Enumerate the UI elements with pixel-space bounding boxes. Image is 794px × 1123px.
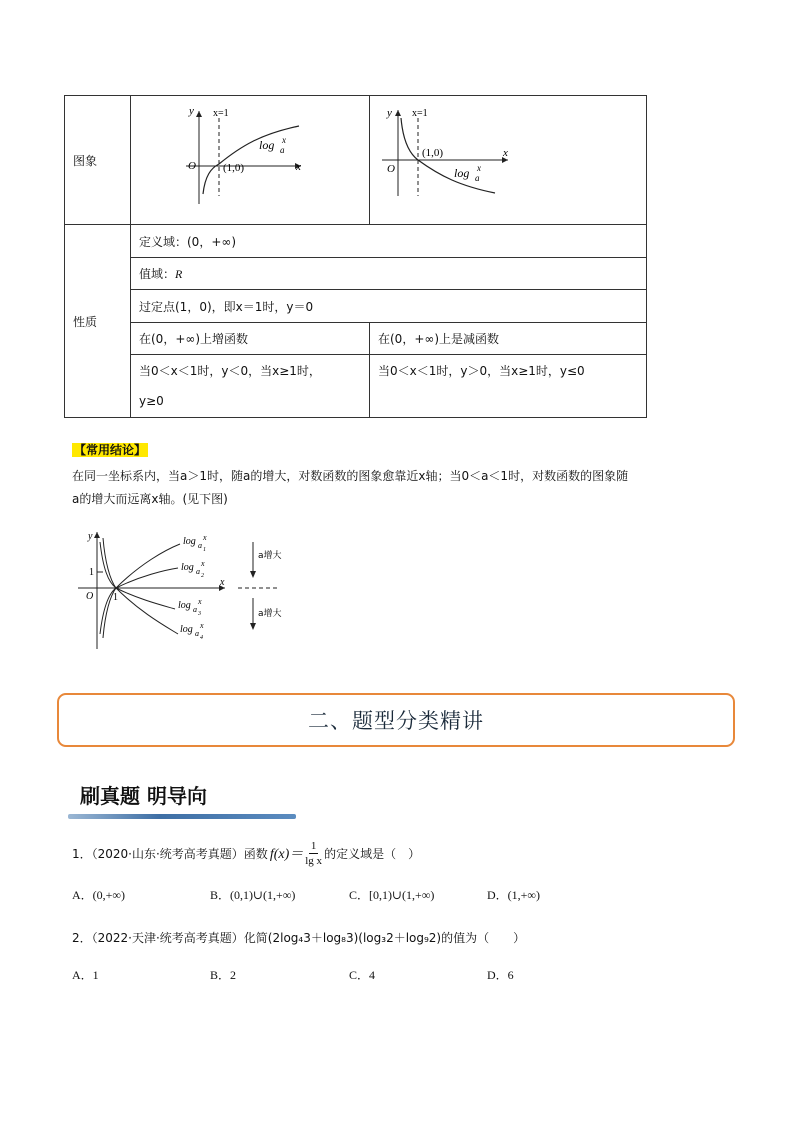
x-one-label: 1 (113, 592, 118, 603)
x-label: x (220, 577, 225, 588)
graph-log-decreasing (370, 96, 646, 221)
origin-label: O (387, 163, 395, 175)
svg-text:1: 1 (203, 547, 206, 553)
brush-underline (68, 814, 296, 819)
question-2-stem: 2．（2022·天津·统考高考真题）化简(2log₄3＋log₈3)(log₃2＋log₉2)的值为（ ） (72, 931, 526, 945)
svg-text:4: 4 (200, 635, 203, 641)
increasing-cell: 在(0，+∞)上增函数 (131, 323, 370, 355)
svg-text:a: a (195, 629, 199, 638)
q1-func: f(x)＝ (269, 847, 304, 862)
decreasing-cell: 在(0，+∞)上是减函数 (370, 323, 647, 355)
row-label-props: 性质 (65, 225, 131, 418)
conclusion-text (72, 465, 732, 511)
log-family-figure (70, 524, 290, 659)
brush-title: 刷真题 明导向 (80, 784, 207, 808)
curve-label: log (454, 166, 470, 180)
conclusion-tag (72, 441, 148, 458)
curve-a4 (103, 538, 178, 634)
sign-left-line2: y≥0 (139, 394, 164, 408)
svg-text:x: x (198, 597, 202, 606)
log-curve (401, 118, 495, 193)
curve-a4-label (180, 621, 204, 641)
sign-left-line1: 当0＜x＜1时，y＜0，当x≥1时， (139, 364, 321, 378)
y-label: y (88, 531, 93, 542)
q2-option-a: A．1 (72, 968, 99, 982)
curve-sup: x (477, 163, 481, 173)
q1-fraction (305, 839, 322, 868)
curve-a2 (100, 568, 178, 634)
y-one-label: 1 (89, 567, 94, 578)
q1-option-d: D．(1,+∞) (487, 888, 540, 902)
range-cell (131, 258, 647, 290)
curve-a3-label (178, 597, 202, 617)
section-header-box (57, 693, 735, 747)
x-label: x (503, 147, 508, 159)
origin-label: O (86, 591, 94, 602)
curve-a1-label (183, 533, 207, 553)
svg-text:a: a (196, 567, 200, 576)
point-label: (1,0) (422, 147, 444, 159)
y-label: y (189, 105, 194, 117)
vline-label: x=1 (213, 108, 229, 119)
y-label: y (387, 107, 392, 119)
curve-a2-label (181, 559, 205, 579)
graph-log-increasing (131, 96, 369, 221)
y-axis-arrow (94, 532, 100, 538)
origin-label: O (188, 160, 196, 172)
svg-text:log: log (180, 624, 193, 635)
range-prefix: 值域： (139, 267, 176, 281)
fixed-point-cell: 过定点(1，0)，即x＝1时，y＝0 (131, 290, 647, 323)
curve-sup: x (282, 135, 286, 145)
svg-text:a: a (198, 541, 202, 550)
curve-sub: a (475, 173, 480, 183)
y-axis-arrow (196, 111, 202, 117)
conclusion-line2: a的增大而远离x轴。(见下图) (72, 492, 228, 506)
q2-option-d: D．6 (487, 968, 514, 982)
svg-text:a: a (193, 605, 197, 614)
svg-text:log: log (183, 536, 196, 547)
arrow-bottom-head (250, 623, 256, 630)
q2-option-c: C．4 (349, 968, 376, 982)
sign-cell-left (131, 355, 370, 418)
question-1-stem (72, 836, 420, 870)
svg-text:x: x (203, 533, 207, 542)
graph-increasing-cell (131, 96, 370, 225)
q1-option-c: C．[0,1)∪(1,+∞) (349, 888, 435, 902)
section-title: 二、题型分类精讲 (308, 709, 484, 733)
q1-option-b: B．(0,1)∪(1,+∞) (210, 888, 296, 902)
graph-decreasing-cell (370, 96, 647, 225)
point-label: (1,0) (223, 162, 245, 174)
curve-a1 (103, 544, 180, 638)
svg-text:x: x (201, 559, 205, 568)
sign-cell-right: 当0＜x＜1时，y＞0，当x≥1时，y≤0 (370, 355, 647, 418)
vline-label: x=1 (412, 108, 428, 119)
log-properties-table (64, 95, 647, 418)
svg-text:x: x (200, 621, 204, 630)
row-label-graph: 图象 (65, 96, 131, 225)
y-axis-arrow (395, 110, 401, 116)
svg-text:2: 2 (201, 573, 204, 579)
q1-option-a: A．(0,+∞) (72, 888, 125, 902)
arrow-top-label: a增大 (258, 551, 282, 561)
q1-numerator: 1 (310, 839, 317, 852)
svg-text:log: log (181, 562, 194, 573)
x-label: x (296, 161, 301, 173)
svg-text:3: 3 (198, 611, 201, 617)
q2-option-b: B．2 (210, 968, 237, 982)
curve-label: log (259, 138, 275, 152)
arrow-top-head (250, 571, 256, 578)
curve-sub: a (280, 145, 285, 155)
q1-stem-suffix: 的定义域是（ ） (324, 846, 421, 861)
domain-cell: 定义域：(0，+∞) (131, 225, 647, 258)
arrow-bottom-label: a增大 (258, 609, 282, 619)
svg-text:log: log (178, 600, 191, 611)
conclusion-tag-label: 【常用结论】 (74, 443, 147, 457)
q1-denominator: lg x (305, 854, 323, 867)
q1-stem-prefix: 1．（2020·山东·统考高考真题）函数 (72, 846, 268, 861)
conclusion-line1: 在同一坐标系内，当a＞1时，随a的增大，对数函数的图象愈靠近x轴；当0＜a＜1时，对数函数的图象随 (72, 469, 629, 483)
range-value: R (175, 267, 183, 281)
